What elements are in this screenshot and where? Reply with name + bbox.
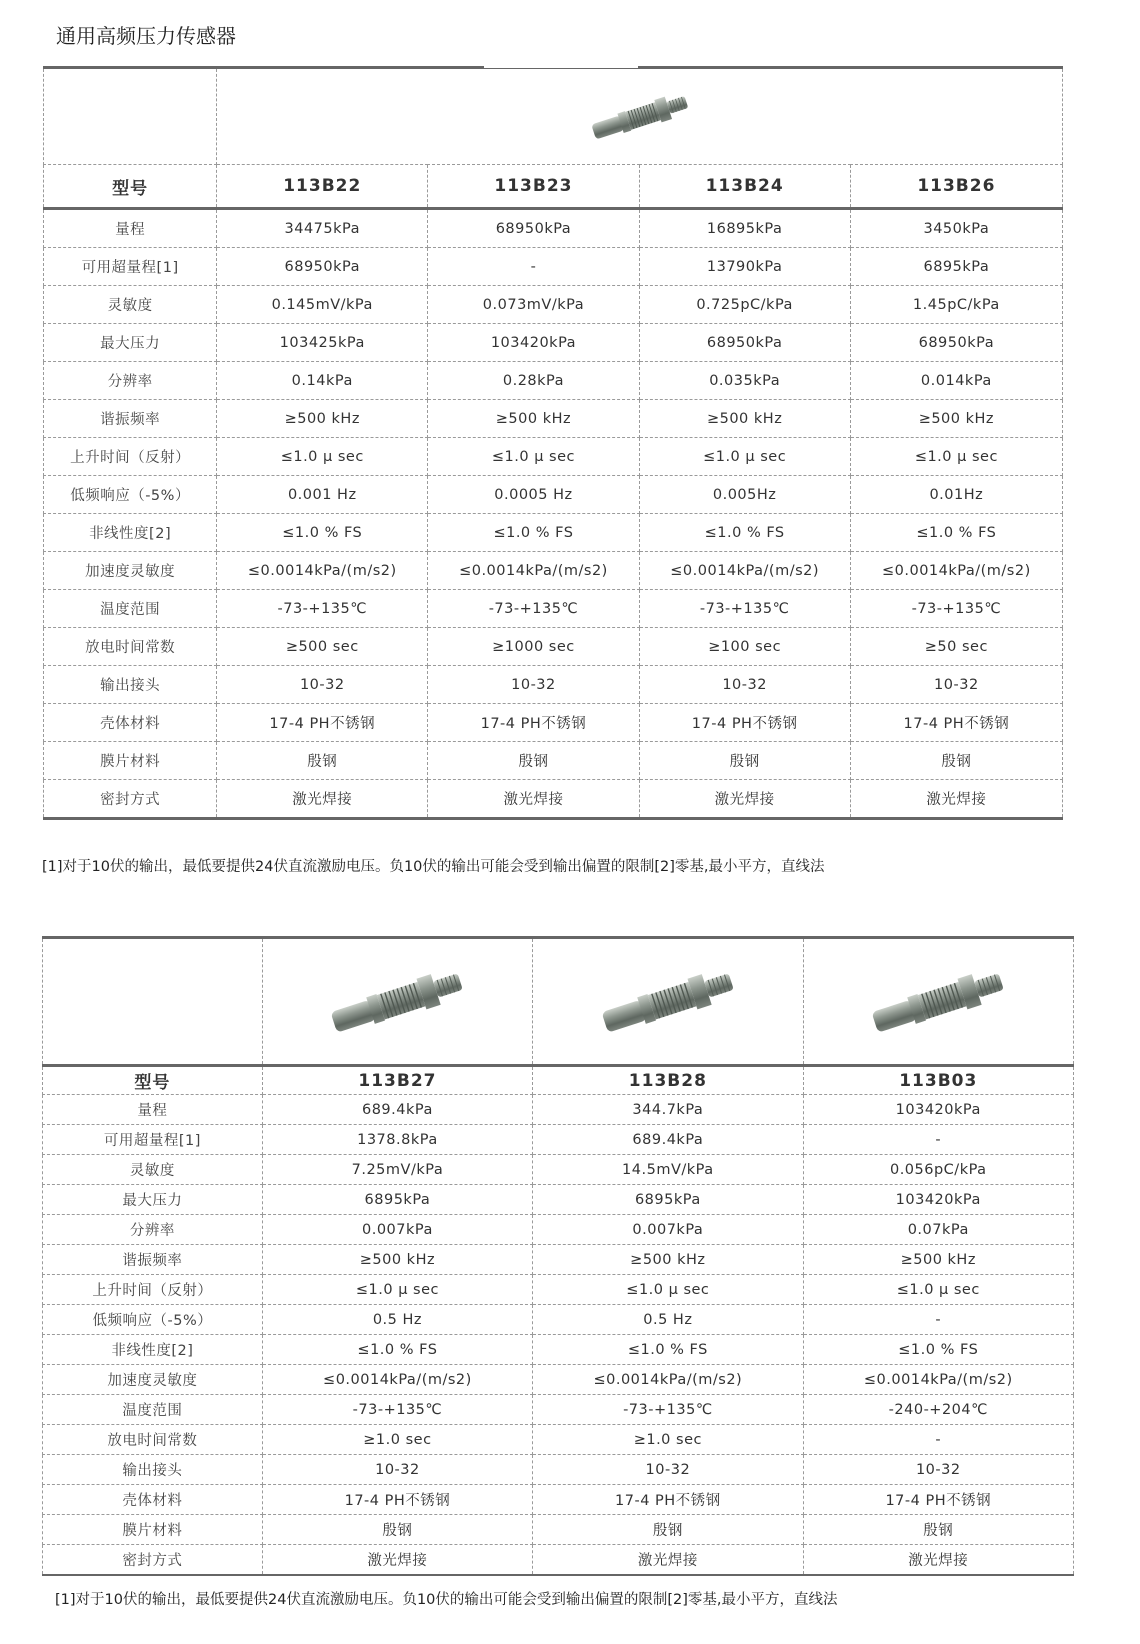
- value-cell: ≤1.0 μ sec: [850, 438, 1062, 476]
- table-row: [44, 666, 1063, 704]
- value-cell: 10-32: [639, 666, 850, 704]
- table-row: [43, 1215, 1074, 1245]
- value-cell: 6895kPa: [262, 1185, 532, 1215]
- row-label: 放电时间常数: [44, 628, 217, 666]
- value-cell: 激光焊接: [262, 1545, 532, 1576]
- value-cell: ≥50 sec: [850, 628, 1062, 666]
- value-cell: ≤1.0 % FS: [850, 514, 1062, 552]
- value-cell: 3450kPa: [850, 209, 1062, 248]
- row-label: 低频响应（-5%）: [43, 1305, 263, 1335]
- value-cell: 68950kPa: [217, 248, 428, 286]
- value-cell: 殷钢: [262, 1515, 532, 1545]
- row-label: 谐振频率: [43, 1245, 263, 1275]
- value-cell: 0.035kPa: [639, 362, 850, 400]
- table-row: [44, 780, 1063, 819]
- value-cell: ≥500 kHz: [850, 400, 1062, 438]
- value-cell: ≤1.0 % FS: [262, 1335, 532, 1365]
- value-cell: ≤1.0 % FS: [428, 514, 639, 552]
- table-row: [44, 209, 1063, 248]
- row-label: 低频响应（-5%）: [44, 476, 217, 514]
- value-cell: ≤0.0014kPa/(m/s2): [533, 1365, 803, 1395]
- table-row: [44, 286, 1063, 324]
- value-cell: ≤1.0 μ sec: [803, 1275, 1073, 1305]
- value-cell: 689.4kPa: [533, 1125, 803, 1155]
- value-cell: ≥500 kHz: [803, 1245, 1073, 1275]
- value-cell: ≤1.0 μ sec: [533, 1275, 803, 1305]
- value-cell: 激光焊接: [803, 1545, 1073, 1576]
- value-cell: 殷钢: [533, 1515, 803, 1545]
- value-cell: 17-4 PH不锈钢: [850, 704, 1062, 742]
- footnote-1: [1]对于10伏的输出，最低要提供24伏直流激励电压。负10伏的输出可能会受到输出偏置的限制[2]零基,最小平方，直线法: [42, 859, 825, 875]
- table-row: [44, 476, 1063, 514]
- value-cell: 殷钢: [850, 742, 1062, 780]
- row-label: 型号: [44, 165, 217, 209]
- value-cell: ≥500 kHz: [262, 1245, 532, 1275]
- image-cell: [533, 938, 803, 1066]
- row-label: 壳体材料: [43, 1485, 263, 1515]
- value-cell: ≤1.0 % FS: [803, 1335, 1073, 1365]
- value-cell: ≤1.0 % FS: [533, 1335, 803, 1365]
- value-cell: 0.28kPa: [428, 362, 639, 400]
- table-row: [43, 1245, 1074, 1275]
- value-cell: ≤1.0 μ sec: [639, 438, 850, 476]
- image-row: [43, 938, 1074, 1066]
- value-cell: 17-4 PH不锈钢: [803, 1485, 1073, 1515]
- value-cell: ≥500 kHz: [428, 400, 639, 438]
- value-cell: 34475kPa: [217, 209, 428, 248]
- value-cell: 0.007kPa: [262, 1215, 532, 1245]
- value-cell: 0.056pC/kPa: [803, 1155, 1073, 1185]
- row-label: 温度范围: [43, 1395, 263, 1425]
- value-cell: 0.01Hz: [850, 476, 1062, 514]
- value-cell: 10-32: [217, 666, 428, 704]
- value-cell: 344.7kPa: [533, 1095, 803, 1125]
- value-cell: ≥1000 sec: [428, 628, 639, 666]
- value-cell: ≤0.0014kPa/(m/s2): [803, 1365, 1073, 1395]
- value-cell: ≤1.0 % FS: [217, 514, 428, 552]
- row-label: 量程: [43, 1095, 263, 1125]
- value-cell: -: [803, 1425, 1073, 1455]
- table-row: [43, 1125, 1074, 1155]
- row-label: 灵敏度: [43, 1155, 263, 1185]
- page-title: 通用高频压力传感器: [56, 24, 236, 48]
- row-label: 可用超量程[1]: [44, 248, 217, 286]
- row-label: 最大压力: [43, 1185, 263, 1215]
- value-cell: 13790kPa: [639, 248, 850, 286]
- value-cell: 10-32: [803, 1455, 1073, 1485]
- value-cell: 殷钢: [217, 742, 428, 780]
- row-label: 密封方式: [43, 1545, 263, 1576]
- value-cell: ≥500 kHz: [217, 400, 428, 438]
- image-row-blank: [43, 938, 263, 1066]
- value-cell: ≤0.0014kPa/(m/s2): [217, 552, 428, 590]
- value-cell: 激光焊接: [217, 780, 428, 819]
- value-cell: 0.5 Hz: [533, 1305, 803, 1335]
- row-label: 壳体材料: [44, 704, 217, 742]
- model-cell: 113B03: [803, 1066, 1073, 1095]
- table-row: [44, 552, 1063, 590]
- value-cell: 17-4 PH不锈钢: [533, 1485, 803, 1515]
- model-cell: 113B23: [428, 165, 639, 209]
- value-cell: 10-32: [262, 1455, 532, 1485]
- pressure-sensor-image: [585, 93, 695, 141]
- value-cell: ≤1.0 % FS: [639, 514, 850, 552]
- table-row: [43, 1155, 1074, 1185]
- row-label: 上升时间（反射）: [44, 438, 217, 476]
- value-cell: 1.45pC/kPa: [850, 286, 1062, 324]
- value-cell: -: [803, 1305, 1073, 1335]
- row-label: 分辨率: [44, 362, 217, 400]
- value-cell: ≥100 sec: [639, 628, 850, 666]
- model-cell: 113B27: [262, 1066, 532, 1095]
- spec-table-1: [43, 66, 1063, 820]
- row-label: 型号: [43, 1066, 263, 1095]
- table-row: [44, 514, 1063, 552]
- row-label: 灵敏度: [44, 286, 217, 324]
- table-row: [43, 1515, 1074, 1545]
- value-cell: 0.007kPa: [533, 1215, 803, 1245]
- image-row: [44, 68, 1063, 165]
- image-cell: [262, 938, 532, 1066]
- row-label: 输出接头: [43, 1455, 263, 1485]
- value-cell: 0.005Hz: [639, 476, 850, 514]
- pressure-sensor-image: [863, 969, 1013, 1035]
- value-cell: -: [803, 1125, 1073, 1155]
- value-cell: 激光焊接: [533, 1545, 803, 1576]
- table-row: [44, 704, 1063, 742]
- table-row: [44, 438, 1063, 476]
- value-cell: 殷钢: [428, 742, 639, 780]
- image-row-blank: [44, 68, 217, 165]
- value-cell: ≥500 sec: [217, 628, 428, 666]
- table-row: [43, 1395, 1074, 1425]
- value-cell: 68950kPa: [428, 209, 639, 248]
- row-label: 非线性度[2]: [43, 1335, 263, 1365]
- table-row: [43, 1545, 1074, 1576]
- model-cell: 113B22: [217, 165, 428, 209]
- model-cell: 113B24: [639, 165, 850, 209]
- value-cell: 0.07kPa: [803, 1215, 1073, 1245]
- value-cell: 0.5 Hz: [262, 1305, 532, 1335]
- value-cell: 103425kPa: [217, 324, 428, 362]
- value-cell: -73-+135℃: [428, 590, 639, 628]
- table-row: [44, 628, 1063, 666]
- value-cell: 17-4 PH不锈钢: [217, 704, 428, 742]
- value-cell: 6895kPa: [533, 1185, 803, 1215]
- row-label: 加速度灵敏度: [44, 552, 217, 590]
- value-cell: 0.001 Hz: [217, 476, 428, 514]
- row-label: 密封方式: [44, 780, 217, 819]
- value-cell: 0.145mV/kPa: [217, 286, 428, 324]
- table-row: [44, 400, 1063, 438]
- value-cell: ≥500 kHz: [533, 1245, 803, 1275]
- spec-table-2: [42, 936, 1074, 1576]
- value-cell: 0.073mV/kPa: [428, 286, 639, 324]
- table-row: [44, 590, 1063, 628]
- table-row: [43, 1305, 1074, 1335]
- value-cell: 10-32: [428, 666, 639, 704]
- value-cell: 103420kPa: [803, 1095, 1073, 1125]
- value-cell: 10-32: [850, 666, 1062, 704]
- table-row: [44, 362, 1063, 400]
- value-cell: 17-4 PH不锈钢: [639, 704, 850, 742]
- value-cell: 殷钢: [803, 1515, 1073, 1545]
- value-cell: -73-+135℃: [639, 590, 850, 628]
- value-cell: 68950kPa: [639, 324, 850, 362]
- row-label: 输出接头: [44, 666, 217, 704]
- row-label: 温度范围: [44, 590, 217, 628]
- value-cell: ≤1.0 μ sec: [217, 438, 428, 476]
- value-cell: 7.25mV/kPa: [262, 1155, 532, 1185]
- value-cell: -73-+135℃: [262, 1395, 532, 1425]
- table-row: [44, 742, 1063, 780]
- value-cell: 689.4kPa: [262, 1095, 532, 1125]
- value-cell: 0.014kPa: [850, 362, 1062, 400]
- table-row: [43, 1425, 1074, 1455]
- table-row: [43, 1485, 1074, 1515]
- row-label: 膜片材料: [43, 1515, 263, 1545]
- value-cell: ≤0.0014kPa/(m/s2): [262, 1365, 532, 1395]
- row-label: 谐振频率: [44, 400, 217, 438]
- value-cell: -240-+204℃: [803, 1395, 1073, 1425]
- pressure-sensor-image: [322, 969, 472, 1035]
- value-cell: 14.5mV/kPa: [533, 1155, 803, 1185]
- value-cell: -73-+135℃: [217, 590, 428, 628]
- image-cell: [803, 938, 1073, 1066]
- table-row: [43, 1185, 1074, 1215]
- value-cell: 0.14kPa: [217, 362, 428, 400]
- row-label: 放电时间常数: [43, 1425, 263, 1455]
- pressure-sensor-image: [593, 969, 743, 1035]
- value-cell: -: [428, 248, 639, 286]
- table-row: [43, 1455, 1074, 1485]
- row-label: 分辨率: [43, 1215, 263, 1245]
- row-label: 加速度灵敏度: [43, 1365, 263, 1395]
- row-label: 最大压力: [44, 324, 217, 362]
- table-row: [43, 1365, 1074, 1395]
- table-row: [43, 1275, 1074, 1305]
- model-row: [44, 165, 1063, 209]
- row-label: 可用超量程[1]: [43, 1125, 263, 1155]
- row-label: 上升时间（反射）: [43, 1275, 263, 1305]
- footnote-2: [1]对于10伏的输出，最低要提供24伏直流激励电压。负10伏的输出可能会受到输出偏置的限制[2]零基,最小平方，直线法: [55, 1592, 838, 1608]
- value-cell: 10-32: [533, 1455, 803, 1485]
- value-cell: 0.725pC/kPa: [639, 286, 850, 324]
- value-cell: 103420kPa: [428, 324, 639, 362]
- value-cell: -73-+135℃: [850, 590, 1062, 628]
- value-cell: ≤0.0014kPa/(m/s2): [428, 552, 639, 590]
- model-cell: 113B28: [533, 1066, 803, 1095]
- model-cell: 113B26: [850, 165, 1062, 209]
- row-label: 量程: [44, 209, 217, 248]
- value-cell: ≤0.0014kPa/(m/s2): [639, 552, 850, 590]
- value-cell: -73-+135℃: [533, 1395, 803, 1425]
- value-cell: 0.0005 Hz: [428, 476, 639, 514]
- value-cell: 68950kPa: [850, 324, 1062, 362]
- value-cell: ≥500 kHz: [639, 400, 850, 438]
- value-cell: ≤0.0014kPa/(m/s2): [850, 552, 1062, 590]
- value-cell: 殷钢: [639, 742, 850, 780]
- value-cell: 6895kPa: [850, 248, 1062, 286]
- image-cell: [217, 68, 1063, 165]
- row-label: 非线性度[2]: [44, 514, 217, 552]
- value-cell: ≤1.0 μ sec: [428, 438, 639, 476]
- row-label: 膜片材料: [44, 742, 217, 780]
- value-cell: 激光焊接: [639, 780, 850, 819]
- value-cell: 激光焊接: [850, 780, 1062, 819]
- table-row: [44, 324, 1063, 362]
- value-cell: 17-4 PH不锈钢: [262, 1485, 532, 1515]
- table-row: [43, 1335, 1074, 1365]
- table-row: [44, 248, 1063, 286]
- value-cell: 16895kPa: [639, 209, 850, 248]
- value-cell: 17-4 PH不锈钢: [428, 704, 639, 742]
- table-row: [43, 1095, 1074, 1125]
- value-cell: ≥1.0 sec: [533, 1425, 803, 1455]
- value-cell: ≤1.0 μ sec: [262, 1275, 532, 1305]
- value-cell: ≥1.0 sec: [262, 1425, 532, 1455]
- value-cell: 1378.8kPa: [262, 1125, 532, 1155]
- value-cell: 103420kPa: [803, 1185, 1073, 1215]
- value-cell: 激光焊接: [428, 780, 639, 819]
- model-row: [43, 1066, 1074, 1095]
